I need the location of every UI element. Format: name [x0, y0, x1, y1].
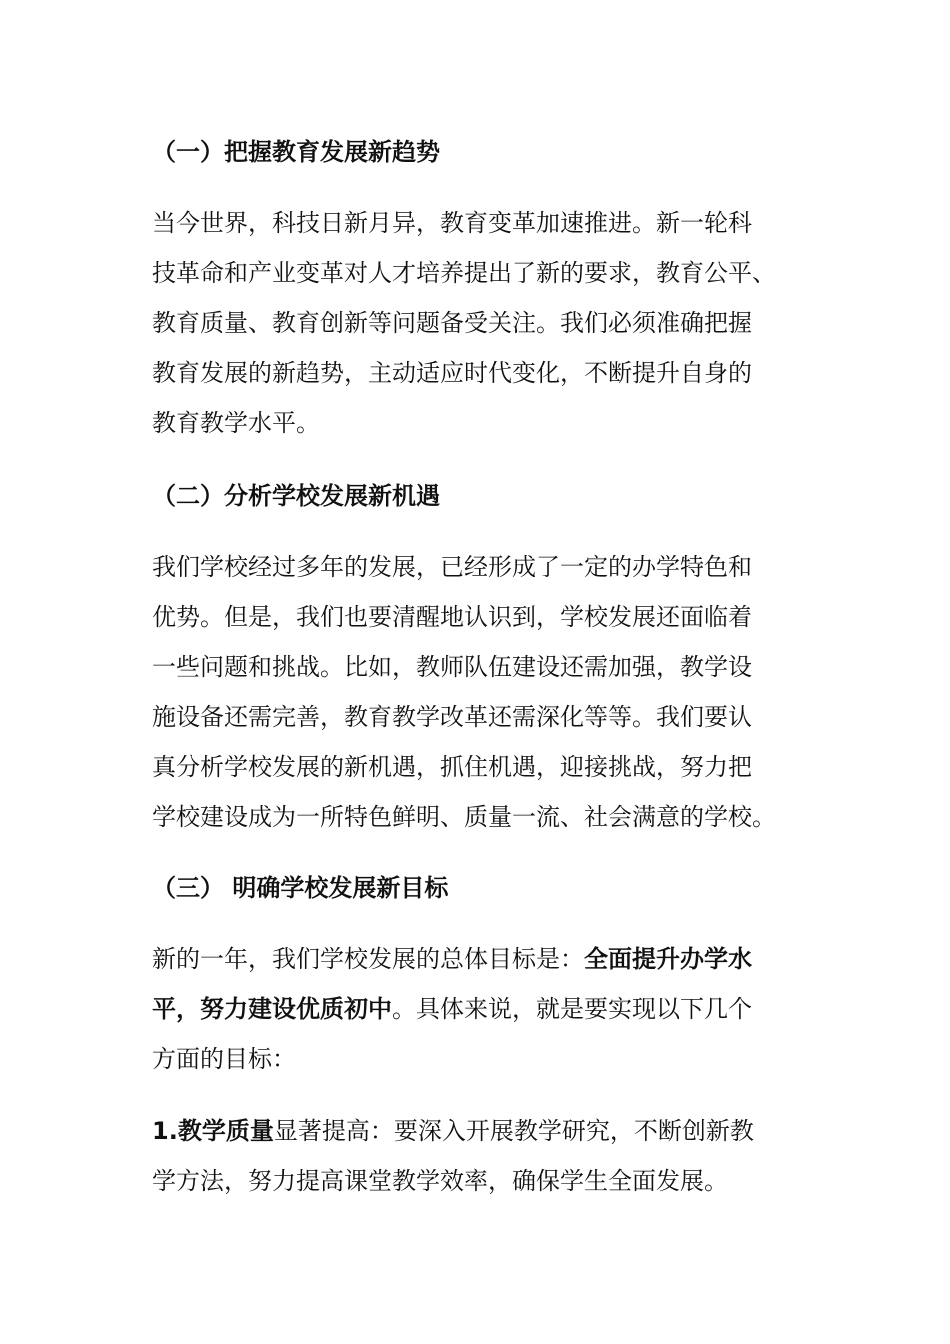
- item-label: 1.教学质量: [152, 1117, 274, 1145]
- paragraph-line: [152, 1106, 812, 1156]
- paragraph-line: 技革命和产业变革对人才培养提出了新的要求，教育公平、: [152, 259, 776, 287]
- section-heading-2: （二）分析学校发展新机遇: [152, 482, 440, 510]
- paragraph-line: 学方法，努力提高课堂教学效率，确保学生全面发展。: [152, 1167, 728, 1195]
- paragraph-text: 。具体来说，就是要实现以下几个: [392, 995, 752, 1023]
- paragraph-line: 真分析学校发展的新机遇，抓住机遇，迎接挑战，努力把: [152, 753, 752, 781]
- paragraph-line: 方面的目标：: [152, 1045, 296, 1073]
- paragraph-line: 学校建设成为一所特色鲜明、质量一流、社会满意的学校。: [152, 803, 776, 831]
- paragraph-line: 教育教学水平。: [152, 409, 320, 437]
- paragraph-line: 一些问题和挑战。比如，教师队伍建设还需加强，教学设: [152, 653, 752, 681]
- paragraph-line: 优势。但是，我们也要清醒地认识到，学校发展还面临着: [152, 603, 752, 631]
- paragraph-line: 教育质量、教育创新等问题备受关注。我们必须准确把握: [152, 309, 752, 337]
- emphasized-text: 全面提升办学水: [584, 945, 752, 973]
- list-item-1: [152, 1106, 812, 1206]
- paragraph-text: 新的一年，我们学校发展的总体目标是：: [152, 945, 584, 973]
- paragraph-line: 当今世界，科技日新月异，教育变革加速推进。新一轮科: [152, 209, 752, 237]
- paragraph-line: 教育发展的新趋势，主动适应时代变化，不断提升自身的: [152, 359, 752, 387]
- emphasized-text: 平，努力建设优质初中: [152, 995, 392, 1023]
- paragraph-line: [152, 934, 812, 984]
- section-heading-3: （三） 明确学校发展新目标: [152, 874, 449, 902]
- paragraph-line: 我们学校经过多年的发展，已经形成了一定的办学特色和: [152, 553, 752, 581]
- paragraph-line: 施设备还需完善，教育教学改革还需深化等等。我们要认: [152, 703, 752, 731]
- paragraph-1: [152, 198, 812, 448]
- section-heading-1: （一）把握教育发展新趋势: [152, 138, 440, 166]
- paragraph-line: [152, 984, 812, 1034]
- paragraph-2: [152, 542, 812, 842]
- paragraph-3: [152, 934, 812, 1084]
- paragraph-text: 显著提高：要深入开展教学研究，不断创新教: [273, 1117, 754, 1145]
